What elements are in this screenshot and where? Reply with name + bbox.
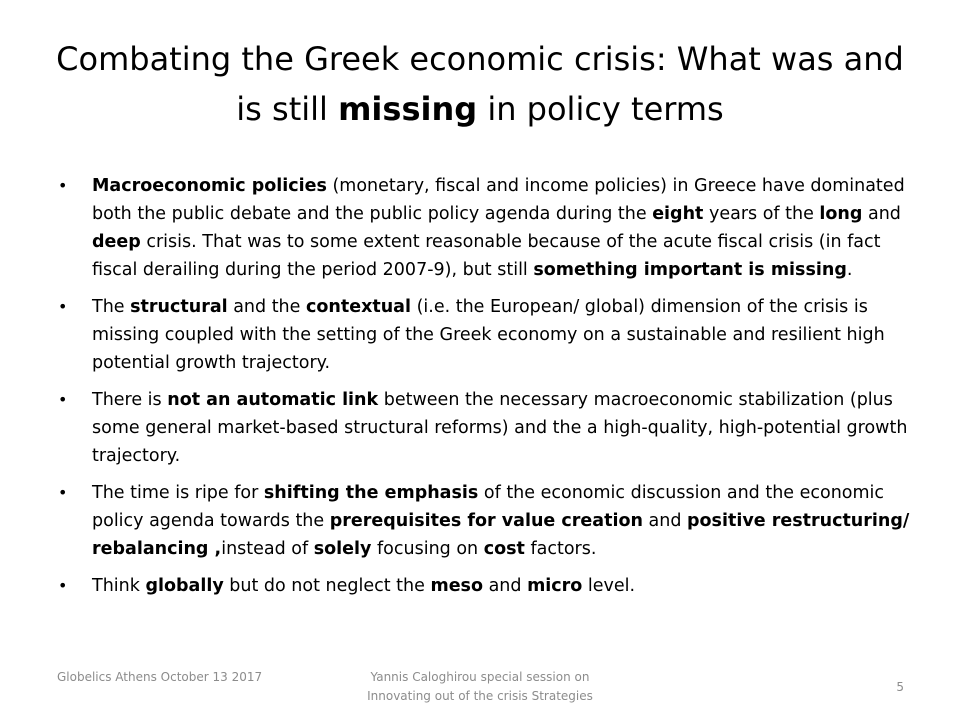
bullet-emphasis: eight: [652, 204, 704, 224]
bullet-emphasis: not an automatic link: [167, 390, 379, 410]
slide-title: [40, 34, 920, 134]
bullet-item: [56, 293, 916, 377]
bullet-text: crisis. That was to some extent reasonable because of the acute fiscal crisis (in fact fiscal derailing during the period 2007-9), but still: [92, 232, 881, 280]
bullet-marker: •: [58, 297, 68, 316]
page-number: 5: [896, 680, 904, 694]
bullet-emphasis: globally: [145, 576, 224, 596]
bullet-emphasis: prerequisites for value creation: [329, 511, 643, 531]
footer-event-label: Globelics Athens October 13 2017: [57, 670, 263, 684]
bullet-text: (monetary, fiscal and income policies) in Greece have dominated both the public debate and the public policy agenda during the: [92, 176, 905, 224]
bullet-text: (i.e. the European/ global) dimension of the crisis is missing coupled with the setting of the Greek economy on a sustainable and resilient high potential growth trajectory.: [92, 297, 885, 373]
bullet-emphasis: structural: [130, 297, 228, 317]
bullet-text: Think: [92, 576, 146, 596]
title-text-after: in policy terms: [477, 90, 724, 128]
bullet-text: and: [642, 511, 687, 531]
bullet-item: [56, 479, 916, 563]
bullet-emphasis: micro: [527, 576, 583, 596]
bullet-item: [56, 386, 916, 470]
bullet-emphasis: shifting the emphasis: [263, 483, 479, 503]
bullet-emphasis: meso: [430, 576, 483, 596]
bullet-text: of the economic discussion and the economic policy agenda towards the: [92, 483, 885, 531]
bullet-item: [56, 172, 916, 284]
bullet-text: factors.: [524, 539, 597, 559]
footer-session-label: Yannis Caloghirou special session on Innovating out of the crisis Strategies: [367, 670, 593, 703]
bullet-emphasis: long: [819, 204, 863, 224]
bullet-emphasis: positive restructuring/ rebalancing ,: [92, 511, 910, 559]
bullet-emphasis: solely: [313, 539, 372, 559]
bullet-emphasis: contextual: [305, 297, 411, 317]
title-emphasis: missing: [338, 90, 478, 128]
bullet-text: focusing on: [371, 539, 484, 559]
bullet-text: The time is ripe for: [92, 483, 264, 503]
bullet-text: and: [483, 576, 528, 596]
bullet-emphasis: something important is missing: [533, 260, 847, 280]
bullet-emphasis: Macroeconomic policies: [92, 176, 327, 196]
bullet-marker: •: [58, 390, 68, 409]
bullet-text: years of the: [703, 204, 820, 224]
bullet-text: level.: [582, 576, 636, 596]
bullet-emphasis: cost: [483, 539, 525, 559]
bullet-text: but do not neglect the: [223, 576, 431, 596]
bullet-text: .: [846, 260, 853, 280]
bullet-text: between the necessary macroeconomic stabilization (plus some general market-based structural reforms) and the a high-quality, high-potential growth trajectory.: [92, 390, 908, 466]
bullet-emphasis: deep: [92, 232, 141, 252]
bullet-text: and the: [227, 297, 306, 317]
bullet-marker: •: [58, 483, 68, 502]
bullet-marker: •: [58, 576, 68, 595]
bullet-text: There is: [92, 390, 168, 410]
bullet-text: instead of: [221, 539, 314, 559]
bullet-item: [56, 572, 916, 600]
bullet-marker: •: [58, 176, 68, 195]
bullet-text: and: [862, 204, 901, 224]
title-text-before: Combating the Greek economic crisis: What was and is still: [56, 40, 904, 128]
bullet-text: The: [92, 297, 131, 317]
bullet-list: [56, 172, 916, 609]
